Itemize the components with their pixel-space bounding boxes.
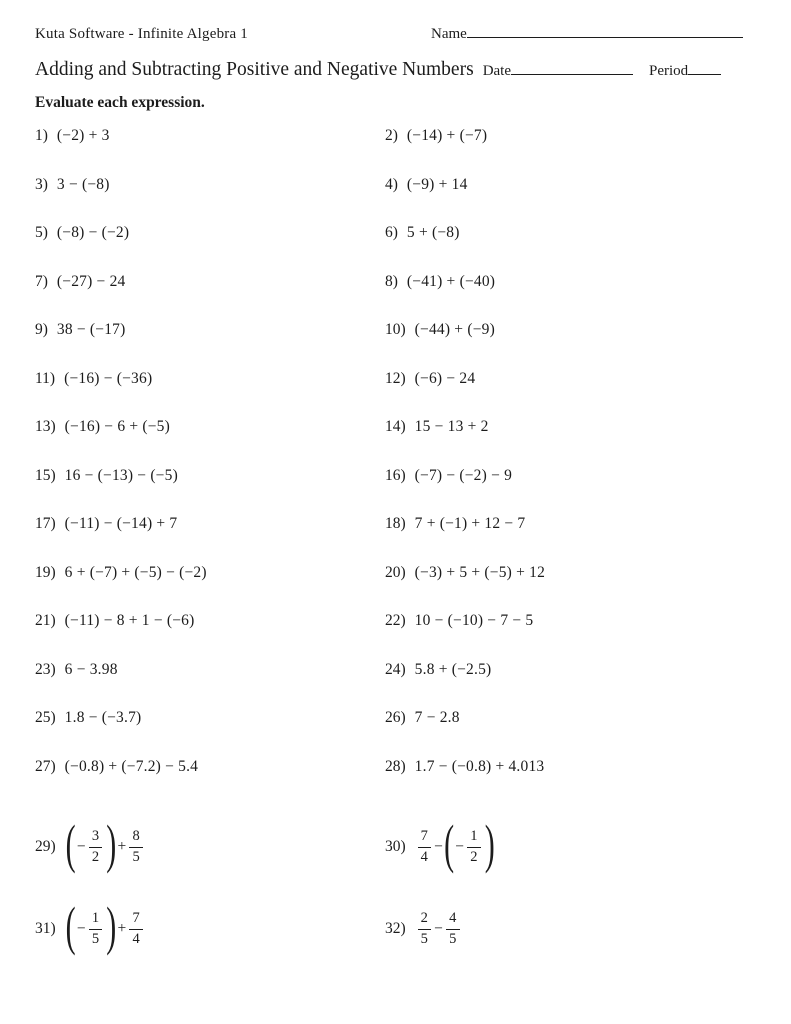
- problem-item: [35, 224, 385, 273]
- problem-number: 8): [385, 272, 398, 290]
- problem-number: 6): [385, 224, 398, 242]
- fraction: [418, 910, 431, 948]
- problem-number: 5): [35, 224, 48, 242]
- fraction-denominator: 5: [418, 929, 431, 948]
- problem-expression: (−41) + (−40): [406, 272, 496, 290]
- operator-text: −: [76, 838, 86, 856]
- instructions-text: Evaluate each expression.: [35, 94, 205, 112]
- problem-expression: (−0.8) + (−7.2) − 5.4: [64, 757, 199, 775]
- problem-number: 10): [385, 321, 406, 339]
- brand-text: Kuta Software - Infinite Algebra 1: [35, 26, 248, 43]
- problem-expression: (−9) + 14: [406, 175, 468, 193]
- problem-expression: (−14) + (−7): [406, 127, 488, 145]
- problem-item: [385, 888, 743, 970]
- problem-number: 11): [35, 369, 56, 387]
- problem-number: 4): [385, 175, 398, 193]
- problem-item: [35, 418, 385, 467]
- problem-expression: (−44) + (−9): [414, 321, 495, 339]
- problem-item: [385, 806, 743, 888]
- fraction: [467, 828, 480, 866]
- problem-expression: 7 + (−1) + 12 − 7: [414, 515, 526, 533]
- fraction: [89, 828, 102, 866]
- fraction-denominator: 4: [418, 847, 431, 866]
- left-paren: (: [65, 897, 76, 958]
- problem-number: 31): [35, 920, 56, 938]
- operator-text: +: [117, 920, 127, 938]
- left-paren: (: [444, 815, 455, 876]
- problem-item: [35, 758, 385, 807]
- problem-expression: 1.7 − (−0.8) + 4.013: [414, 757, 545, 775]
- problems-grid: [35, 127, 743, 970]
- fraction: [129, 910, 142, 948]
- problem-item: [385, 176, 743, 225]
- problem-item: [35, 888, 385, 970]
- problem-item: [35, 709, 385, 758]
- problem-expression: 10 − (−10) − 7 − 5: [414, 612, 534, 630]
- problem-expression: 5.8 + (−2.5): [414, 660, 492, 678]
- problem-expression: (−2) + 3: [56, 127, 110, 145]
- problem-expression: 38 − (−17): [56, 321, 126, 339]
- fraction-denominator: 2: [467, 847, 480, 866]
- problem-number: 19): [35, 563, 56, 581]
- problem-item: [35, 127, 385, 176]
- problem-expression: 6 − 3.98: [64, 660, 118, 678]
- problem-number: 1): [35, 127, 48, 145]
- problem-item: [35, 321, 385, 370]
- problem-item: [385, 370, 743, 419]
- problem-item: [35, 467, 385, 516]
- problem-expression: (−11) − 8 + 1 − (−6): [64, 612, 195, 630]
- problem-expression: [415, 815, 496, 876]
- fraction-numerator: 7: [420, 828, 429, 845]
- fraction-numerator: 8: [132, 828, 140, 845]
- right-paren: ): [106, 897, 117, 958]
- problem-item: [385, 661, 743, 710]
- fraction-denominator: 4: [129, 929, 142, 948]
- problem-item: [35, 806, 385, 888]
- fraction-denominator: 5: [446, 929, 459, 948]
- problem-number: 27): [35, 757, 56, 775]
- problem-item: [385, 321, 743, 370]
- right-paren: ): [106, 815, 117, 876]
- worksheet-title: Adding and Subtracting Positive and Negative Numbers: [35, 59, 474, 81]
- problem-number: 7): [35, 272, 48, 290]
- problem-number: 12): [385, 369, 406, 387]
- problem-expression: (−7) − (−2) − 9: [414, 466, 513, 484]
- problem-number: 17): [35, 515, 56, 533]
- problem-expression: 16 − (−13) − (−5): [64, 466, 178, 484]
- fraction-denominator: 2: [89, 847, 102, 866]
- problem-expression: (−6) − 24: [414, 369, 476, 387]
- problem-number: 21): [35, 612, 56, 630]
- operator-text: −: [434, 838, 444, 856]
- fraction: [446, 910, 459, 948]
- date-label: Date: [482, 63, 512, 80]
- problem-item: [35, 612, 385, 661]
- problem-number: 29): [35, 838, 56, 856]
- operator-text: −: [76, 920, 86, 938]
- problem-expression: [65, 897, 146, 958]
- problem-item: [35, 273, 385, 322]
- fraction-numerator: 2: [420, 910, 429, 927]
- problem-item: [385, 709, 743, 758]
- operator-text: −: [434, 920, 444, 938]
- problem-item: [35, 176, 385, 225]
- problem-item: [385, 758, 743, 807]
- title-row: [35, 59, 743, 81]
- problem-item: [35, 564, 385, 613]
- problem-number: 15): [35, 466, 56, 484]
- problem-number: 2): [385, 127, 398, 145]
- problem-number: 28): [385, 757, 406, 775]
- fraction-numerator: 7: [132, 910, 140, 927]
- problem-number: 13): [35, 418, 56, 436]
- right-paren: ): [484, 815, 495, 876]
- problem-expression: 1.8 − (−3.7): [64, 709, 142, 727]
- problem-item: [35, 515, 385, 564]
- problem-number: 32): [385, 920, 406, 938]
- name-blank-line: [467, 24, 743, 38]
- problem-item: [385, 515, 743, 564]
- fraction-numerator: 4: [449, 910, 457, 927]
- fraction: [89, 910, 102, 948]
- fraction-denominator: 5: [89, 929, 102, 948]
- problem-item: [35, 370, 385, 419]
- problem-item: [35, 661, 385, 710]
- problem-expression: (−8) − (−2): [56, 224, 130, 242]
- problem-number: 22): [385, 612, 406, 630]
- problem-expression: (−16) − (−36): [64, 369, 153, 387]
- problem-expression: (−11) − (−14) + 7: [64, 515, 178, 533]
- problem-number: 24): [385, 660, 406, 678]
- date-blank-line: [511, 61, 633, 75]
- problem-number: 18): [385, 515, 406, 533]
- fraction: [418, 828, 431, 866]
- period-label: Period: [649, 63, 689, 80]
- problem-number: 9): [35, 321, 48, 339]
- name-area: [431, 24, 743, 43]
- problem-item: [385, 127, 743, 176]
- problem-expression: [65, 815, 146, 876]
- problem-number: 30): [385, 838, 406, 856]
- problem-expression: 7 − 2.8: [414, 709, 460, 727]
- fraction-denominator: 5: [129, 847, 142, 866]
- problem-number: 23): [35, 660, 56, 678]
- problem-item: [385, 564, 743, 613]
- problem-expression: 3 − (−8): [56, 175, 110, 193]
- operator-text: +: [117, 838, 127, 856]
- name-label: Name: [431, 26, 467, 43]
- date-period-area: [483, 61, 743, 80]
- fraction-numerator: 1: [91, 910, 100, 927]
- problem-item: [385, 418, 743, 467]
- problem-number: 14): [385, 418, 406, 436]
- problem-number: 25): [35, 709, 56, 727]
- problem-expression: (−27) − 24: [56, 272, 126, 290]
- problem-expression: (−16) − 6 + (−5): [64, 418, 170, 436]
- fraction-numerator: 1: [470, 828, 478, 845]
- problem-expression: 5 + (−8): [406, 224, 460, 242]
- problem-item: [385, 612, 743, 661]
- problem-expression: [415, 910, 463, 948]
- problem-expression: 6 + (−7) + (−5) − (−2): [64, 563, 207, 581]
- fraction-numerator: 3: [91, 828, 100, 845]
- problem-expression: 15 − 13 + 2: [414, 418, 489, 436]
- left-paren: (: [65, 815, 76, 876]
- problem-number: 3): [35, 175, 48, 193]
- problem-expression: (−3) + 5 + (−5) + 12: [414, 563, 546, 581]
- operator-text: −: [455, 838, 465, 856]
- problem-item: [385, 224, 743, 273]
- fraction: [129, 828, 142, 866]
- period-blank-line: [688, 61, 721, 75]
- problem-item: [385, 273, 743, 322]
- problem-number: 20): [385, 563, 406, 581]
- header-row: [35, 24, 743, 43]
- problem-number: 26): [385, 709, 406, 727]
- problem-number: 16): [385, 466, 406, 484]
- problem-item: [385, 467, 743, 516]
